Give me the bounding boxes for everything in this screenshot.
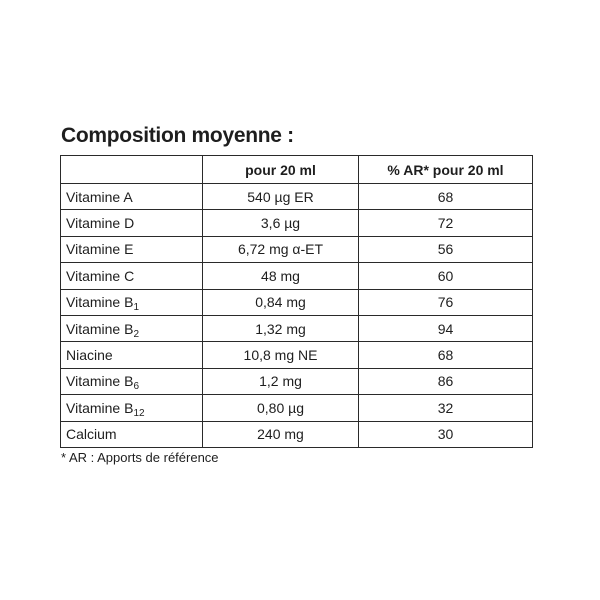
reference-intake-cell: 72 <box>359 210 533 236</box>
nutrient-label: Vitamine B <box>66 320 134 337</box>
nutrient-name <box>61 342 203 368</box>
table-header-row <box>61 156 533 184</box>
nutrient-name <box>61 210 203 236</box>
reference-intake-cell: 60 <box>359 263 533 289</box>
nutrient-subscript: 2 <box>133 328 140 340</box>
table-row <box>61 184 533 210</box>
amount-cell: 48 mg <box>203 263 359 289</box>
table-row <box>61 210 533 236</box>
table-row <box>61 289 533 315</box>
footnote: * AR : Apports de référence <box>61 450 219 465</box>
nutrient-label: Calcium <box>66 426 117 443</box>
header-amount: pour 20 ml <box>203 156 359 184</box>
reference-intake-cell: 68 <box>359 184 533 210</box>
composition-table <box>60 155 533 448</box>
nutrient-label: Vitamine D <box>66 215 135 232</box>
nutrient-name <box>61 184 203 210</box>
table-row <box>61 315 533 341</box>
table-row <box>61 395 533 421</box>
amount-cell: 540 µg ER <box>203 184 359 210</box>
reference-intake-cell: 76 <box>359 289 533 315</box>
reference-intake-cell: 32 <box>359 395 533 421</box>
page-title: Composition moyenne : <box>61 124 294 147</box>
table-row <box>61 342 533 368</box>
table-row <box>61 263 533 289</box>
nutrient-label: Vitamine B <box>66 373 134 390</box>
nutrient-label: Vitamine B <box>66 294 134 311</box>
amount-cell: 3,6 µg <box>203 210 359 236</box>
nutrient-subscript: 1 <box>133 302 140 314</box>
header-reference-intake: % AR* pour 20 ml <box>359 156 533 184</box>
nutrient-name <box>61 289 203 315</box>
amount-cell: 240 mg <box>203 421 359 447</box>
nutrient-label: Vitamine A <box>66 188 133 205</box>
nutrient-name <box>61 395 203 421</box>
reference-intake-cell: 30 <box>359 421 533 447</box>
table-row <box>61 236 533 262</box>
amount-cell: 1,2 mg <box>203 368 359 394</box>
nutrient-label: Vitamine E <box>66 241 134 258</box>
nutrient-name <box>61 236 203 262</box>
table-row <box>61 368 533 394</box>
nutrient-name <box>61 315 203 341</box>
reference-intake-cell: 94 <box>359 315 533 341</box>
nutrient-name <box>61 263 203 289</box>
nutrient-label: Vitamine B <box>66 399 134 416</box>
reference-intake-cell: 56 <box>359 236 533 262</box>
reference-intake-cell: 68 <box>359 342 533 368</box>
amount-cell: 10,8 mg NE <box>203 342 359 368</box>
nutrient-name <box>61 421 203 447</box>
table-row <box>61 421 533 447</box>
nutrient-subscript: 12 <box>133 407 145 419</box>
amount-cell: 0,84 mg <box>203 289 359 315</box>
amount-cell: 0,80 µg <box>203 395 359 421</box>
nutrient-subscript: 6 <box>133 381 140 393</box>
reference-intake-cell: 86 <box>359 368 533 394</box>
nutrient-name <box>61 368 203 394</box>
nutrient-label: Niacine <box>66 347 113 364</box>
header-nutrient <box>61 156 203 184</box>
amount-cell: 6,72 mg α-ET <box>203 236 359 262</box>
amount-cell: 1,32 mg <box>203 315 359 341</box>
nutrient-label: Vitamine C <box>66 267 135 284</box>
